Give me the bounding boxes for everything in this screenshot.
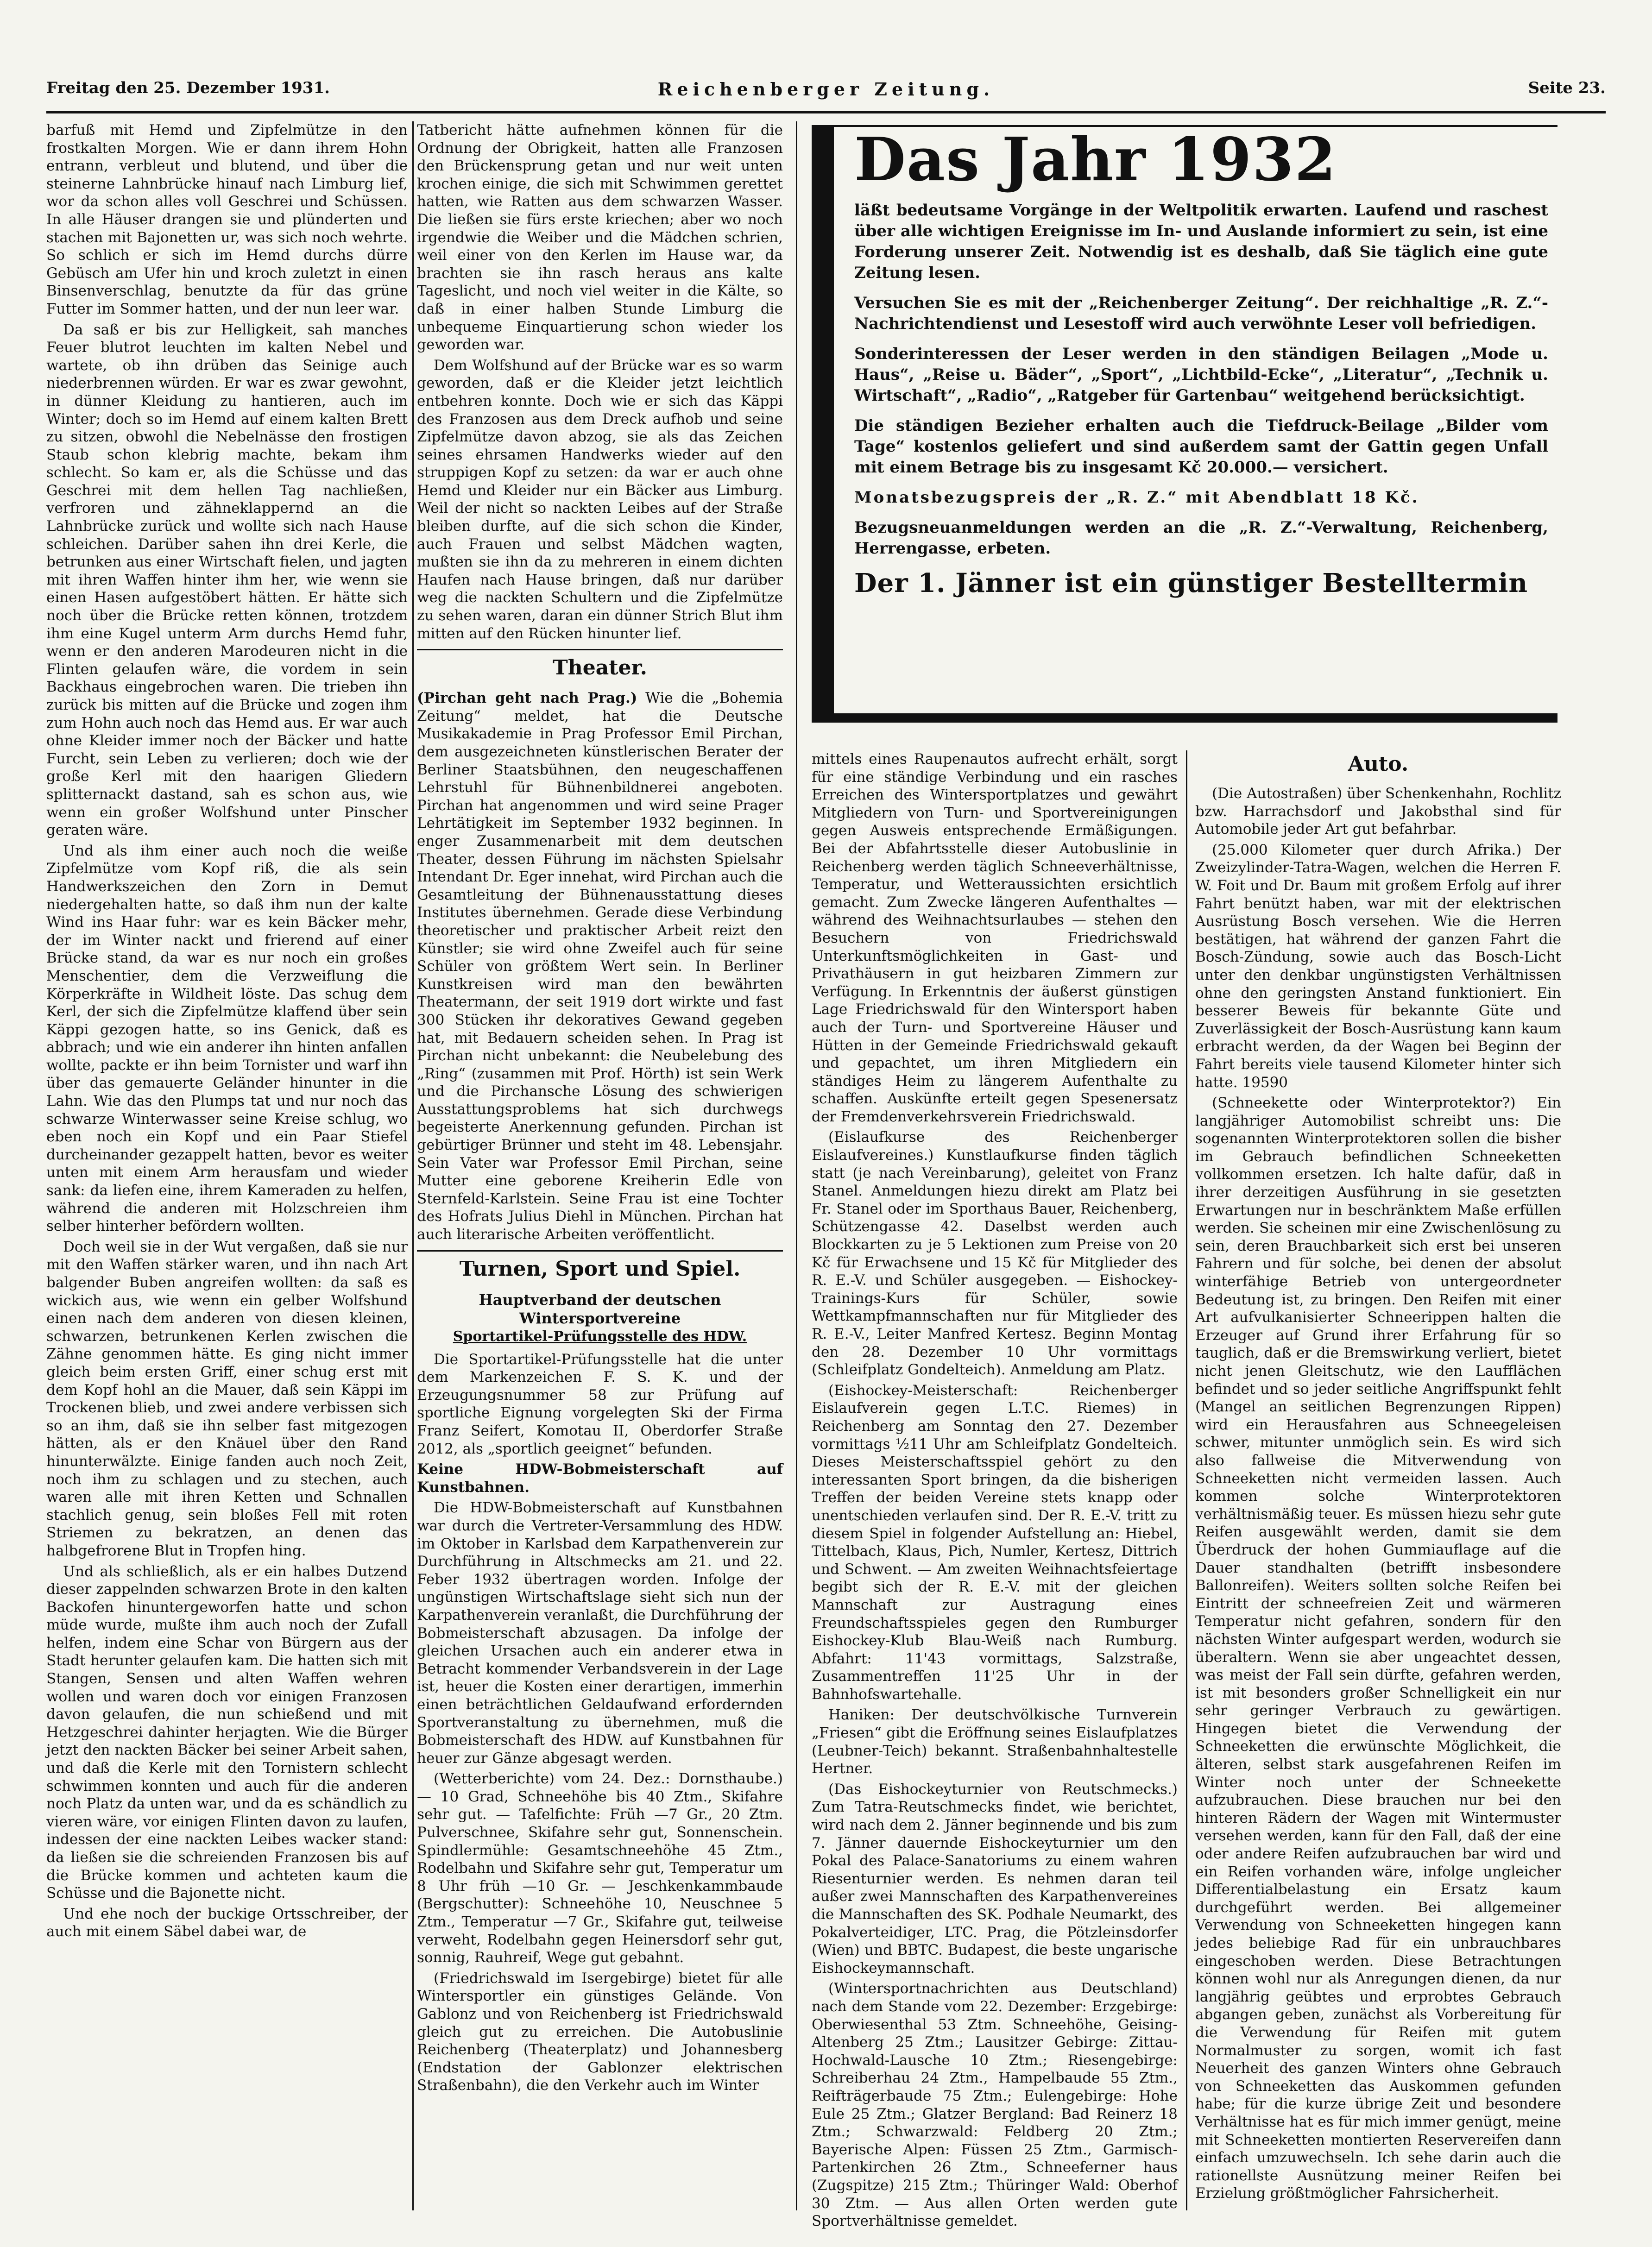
sport-subheading-3: Keine HDW-Bobmeisterschaft auf Kunstbahnen. [417, 1461, 783, 1496]
sport-paragraph: Die Sportartikel-Prüfungsstelle hat die unter dem Markenzeichen F. S. K. und der Erzeugungsnummer 58 zur Prüfung auf sportliche Eignung vorgelegten Ski der Firma Franz Seifert, Komotau II, Oberdorfer Straße 2012, als „sportlich geeignet“ befunden. [417, 1351, 783, 1457]
ad-closing-line: Der 1. Jänner ist ein günstiger Bestelltermin [854, 568, 1528, 598]
sport-paragraph: Haniken: Der deutschvölkische Turnverein „Friesen“ gibt die Eröffnung seines Eislaufplatzes (Leubner-Teich) bekannt. Straßenbahnhaltestelle Hertner. [812, 1706, 1178, 1777]
ad-paragraph: Die ständigen Bezieher erhalten auch die Tiefdruck-Beilage „Bilder vom Tage“ kostenlos geliefert und sind außerdem samt der Gattin gegen Unfall mit einem Betrage bis zu insgesamt Kč 20.000.— versichert. [854, 416, 1548, 477]
story-paragraph: Und ehe noch der buckige Ortsschreiber, der auch mit einem Säbel dabei war, de [46, 1905, 408, 1940]
auto-paragraph: (25.000 Kilometer quer durch Afrika.) Der Zweizylinder-Tatra-Wagen, welchen die Herren F. W. Foit und Dr. Baum mit großem Erfolg auf ihrer Fahrt benützt haben, war mit der elektrischen Ausrüstung Bosch versehen. Wie die Herren bestätigen, hat während der ganzen Fahrt die Bosch-Zündung, sowie auch das Bosch-Licht unter den denkbar ungünstigsten Verhältnissen ohne den geringsten Anstand funktioniert. Ein besserer Beweis für bekannte Güte und Zuverlässigkeit der Bosch-Ausrüstung kann kaum erbracht werden, da der Wagen bei Beginn der Fahrt bereits viele tausend Kilometer hinter sich hatte. 19590 [1195, 841, 1561, 1091]
sport-paragraph: (Das Eishockeyturnier von Reutschmecks.) Zum Tatra-Reutschmecks findet, wie berichtet, wird nach dem 2. Jänner beginnende und bis zum 7. Jänner dauernde Eishockeyturnier um den Pokal des Palace-Sanatoriums zu einem wahren Riesenturnier werden. Es nehmen daran teil außer zwei Mannschaften des Karpathenvereines die Mannschaften des SK. Podhale Neumarkt, des Pokalverteidiger, LTC. Prag, die Pötzleinsdorfer (Wien) und BBTC. Budapest, die beste ungarische Eishockeymannschaft. [812, 1781, 1178, 1976]
issue-date: Freitag den 25. Dezember 1931. [46, 79, 330, 97]
theater-lead: (Pirchan geht nach Prag.) [417, 690, 637, 707]
column-divider [412, 121, 414, 2210]
auto-paragraph: (Schneekette oder Winterprotektor?) Ein langjähriger Automobilist schreibt uns: Die sogenannten Winterprotektoren sollen die bisher im Gebrauch befindlichen Schneeketten vollkommen ersetzen. Ich halte dafür, daß in ihrer derzeitigen Ausführung in sie gesetzten Erwartungen nur in beschränktem Maße erfüllen werden. Sie scheinen mir eine Zwischenlösung zu sein, deren Brauchbarkeit sich erst bei unseren Fahrern und für solche, bei denen der absolut winterfähige Betrieb von untergeordneter Bedeutung ist, zu bringen. Den Reifen mit einer Art aufvulkanisierter Schneerippen halten die Erzeuger auf Grund ihrer Erfahrung für so tauglich, daß er die Bremswirkung verliert, bietet nicht jenen Gleitschutz, wie den Laufflächen befindet und so jeder seitliche Angriffspunkt fehlt (Mangel an seitlichen Begrenzungen Rippen) wird ein Herausfahren aus Schneegeleisen schwer, mitunter unmöglich sein. Es wird sich also fallweise die Mitverwendung von Schneeketten nicht vermeiden lassen. Auch kommen solche Winterprotektoren verhältnismäßig teuer. Es müssen hiezu sehr gute Reifen ausgewählt werden, damit sie dem Überdruck der hohen Gummiauflage auf die Dauer standhalten (betrifft insbesondere Ballonreifen). Weiters sollten solche Reifen bei Eintritt der schneefreien Zeit und wärmeren Temperatur nicht gefahren, sondern für den nächsten Winter aufgespart werden, wodurch sie überaltern. Wenn sie aber ungeachtet dessen, was meist der Fall sein dürfte, gefahren werden, ist mit besonders großer Schnelligkeit ein nur sehr geringer Verbrauch zu gewärtigen. Hingegen bietet die Verwendung der Schneeketten die erwünschte Möglichkeit, die älteren, selbst stark ausgefahrenen Reifen im Winter noch unter der Schneekette aufzubrauchen. Diese brauchen nur bei den hinteren Rädern der Wagen mit Wintermuster versehen werden, kann für den Fall, daß der eine oder andere Reifen aufzubrauchen bar wird und ein Reifen vorhanden wäre, infolge ungleicher Differentialbelastung ein Ersatz kaum durchgeführt werden. Bei allgemeiner Verwendung von Schneeketten hingegen kann jedes beliebige Rad für ein unbrauchbares eingeschoben werden. Diese Betrachtungen können wohl nur als Anregungen dienen, da nur langjährig geübtes und erprobtes Gebrauch abgangen geben, zunächst als Vorbereitung für die Verwendung für Reifen mit gutem Normalmuster zu sorgen, womit ich fast Neuerheit des ganzen Winters ohne Gebrauch von Schneeketten das Auskommen gefunden habe; für die kurze übrige Zeit und besondere Verhältnisse hat es für mich immer genügt, meine mit Schneeketten montierten Reservereifen dann einfach umzuwechseln. Ich sehe darin auch die rationellste Ausnützung meiner Reifen bei Erzielung größtmöglicher Fahrsicherheit. [1195, 1095, 1561, 2202]
sport-paragraph: (Eishockey-Meisterschaft: Reichenberger Eislaufverein gegen L.T.C. Riemes) in Reichenberg am Sonntag den 27. Dezember vormittags ½11 Uhr am Schleifplatz Gondelteich. Dieses Meisterschaftsspiel gehört zu den interessanten Sport bringen, da die bisherigen Treffen der beiden Vereine stets knapp oder unentschieden verlaufen sind. Der R. E.-V. tritt zu diesem Spiel in folgender Aufstellung an: Hiebel, Tittelbach, Klaus, Pich, Numler, Kertesz, Dittrich und Schwent. — Am zweiten Weihnachtsfeiertage begibt sich der R. E.-V. mit der gleichen Mannschaft zur Austragung eines Freundschaftsspieles gegen den Rumburger Eishockey-Klub Blau-Weiß nach Rumburg. Abfahrt: 11'43 vormittags, Salzstraße, Zusammentreffen 11'25 Uhr in der Bahnhofswartehalle. [812, 1382, 1178, 1703]
sport-subheading-2: Sportartikel-Prüfungsstelle des HDW. [453, 1328, 747, 1345]
section-divider [417, 649, 783, 650]
sport-paragraph: Die HDW-Bobmeisterschaft auf Kunstbahnen war durch die Vertreter-Versammlung des HDW. im Oktober in Karlsbad dem Karpathenverein zur Durchführung in Altschmecks am 21. und 22. Feber 1932 übertragen worden. Infolge der ungünstigen Wirtschaftslage sieht sich nun der Karpathenverein veranlaßt, die Durchführung der Bobmeisterschaft abzusagen. Da infolge der gleichen Ursachen auch ein anderer etwa in Betracht kommender Verbandsverein in der Lage ist, heuer die Kosten einer derartigen, immerhin einen beträchtlichen Geldaufwand erfordernden Sportveranstaltung zu übernehmen, muß die Bobmeisterschaft des HDW. auf Kunstbahnen für heuer zur Gänze abgesagt werden. [417, 1499, 783, 1767]
column-divider [796, 121, 797, 2210]
sport-paragraph: (Friedrichswald im Isergebirge) bietet für alle Wintersportler ein günstiges Gelände. Von Gablonz und von Reichenberg ist Friedrichswald gleich gut zu erreichen. Die Autobuslinie Reichenberg (Theaterplatz) und Johannesberg (Endstation der Gablonzer elektrischen Straßenbahn), die den Verkehr auch im Winter [417, 1970, 783, 2094]
sport-paragraph: (Wetterberichte) vom 24. Dez.: Dornsthaube.) — 10 Grad, Schneehöhe bis 40 Ztm., Skifahre sehr gut. — Tafelfichte: Früh —7 Gr., 20 Ztm. Pulverschnee, Skifahre sehr gut, Sonnenschein. Spindlermühle: Gesamtschneehöhe 45 Ztm., Rodelbahn und Skifahre sehr gut, Temperatur um 8 Uhr früh —10 Gr. — Jeschkenkammbaude (Bergschutter): Schneehöhe 10, Neuschnee 5 Ztm., Temperatur —7 Gr., Skifahre gut, teilweise verweht, Rodelbahn gegen Heinersdorf sehr gut, sonnig, Rauhreif, Wege gut gebahnt. [417, 1770, 783, 1966]
ad-paragraph: Bezugsneuanmeldungen werden an die „R. Z.“-Verwaltung, Reichenberg, Herrengasse, erbeten. [854, 518, 1548, 558]
newspaper-name: Reichenberger Zeitung. [657, 79, 995, 100]
story-paragraph: Und als ihm einer auch noch die weiße Zipfelmütze vom Kopf riß, die als sein Handwerkszeichen den Zorn in Demut niedergehalten hatte, so daß ihm nun der kalte Wind ins Haar fuhr: war es kein Bäcker mehr, der im Winter nackt und frierend auf einer Brücke stand, da war es nur noch ein großes Menschentier, dem die Verzweiflung die Körperkräfte in Wildheit löste. Das schug dem Kerl, der sich die Zipfelmütze klaffend über sein Käppi gezogen hatte, so ins Genick, daß es abbrach; und wie ein anderer ihn hinten anfallen wollte, packte er ihn beim Tornister und warf ihn über das gemauerte Geländer hinunter in die Lahn. Wie das den Plumps tat und nur noch das schwarze Winterwasser seine Kreise schlug, wo eben noch ein Kopf und ein Paar Stiefel durcheinander gezappelt hatten, bevor es weiter unten mit einem Arm herausfam und wieder sank: da liefen eine, ihrem Kameraden zu helfen, während die anderen mit Holzschreien ihm selber hinterher befördern wollten. [46, 842, 408, 1235]
column-4 [1195, 750, 1561, 2210]
ad-paragraph: Sonderinteressen der Leser werden in den ständigen Beilagen „Mode u. Haus“, „Reise u. Bäder“, „Sport“, „Lichtbild-Ecke“, „Literatur“, „Technik u. Wirtschaft“, „Radio“, „Ratgeber für Gartenbau“ weitgehend berücksichtigt. [854, 345, 1548, 405]
page-header [46, 79, 1606, 107]
story-paragraph: Dem Wolfshund auf der Brücke war es so warm geworden, daß er die Kleider jetzt leichtlich entbehren konnte. Doch wie er sich das Käppi des Franzosen aus dem Dreck aufhob und seine Zipfelmütze davon abzog, sie als das Zeichen seines ehrsamen Handwerks wieder auf den struppigen Kopf zu setzen: da war er auch ohne Hemd und Kleider nur ein Bäcker aus Limburg. Weil der nicht so nackten Leibes auf der Straße bleiben durfte, auf die sich schon die Kinder, auch Frauen und selbst Mädchen wagten, mußten sie ihn da zu mehreren in einem dichten Haufen nach Hause bringen, daß nur darüber weg die nackten Schultern und die Zipfelmütze zu sehen waren, daran ein dünner Strich Blut ihm mitten auf den Rücken hinunter lief. [417, 357, 783, 642]
section-divider [417, 1250, 783, 1252]
sport-subheading: Hauptverband der deutschen Wintersportvereine [479, 1290, 721, 1327]
auto-heading: Auto. [1348, 752, 1409, 776]
story-paragraph: Und als schließlich, als er ein halbes Dutzend dieser zappelnden schwarzen Brote in den kalten Backofen hinuntergeworfen hatte und schon müde wurde, mußte ihm auch noch der Zufall helfen, indem eine Schar von Bürgern aus der Stadt herunter gelaufen kam. Die hatten sich mit Stangen, Sensen und alten Waffen wehren wollen und waren doch vor einigen Franzosen davon gelaufen, die nun schießend und mit Hetzgeschrei dahinter herjagten. Wie die Bürger jetzt den nackten Bäcker bei seiner Arbeit sahen, und daß die Kerle mit den Tornistern schlecht schwimmen konnten und auch für die anderen noch Platz da unten war, und da es schändlich zu vieren wäre, vor einigen Flinten davon zu laufen, indessen der eine nackten Leibes wacker stand: da ließen sie die schreienden Franzosen bis auf die Brücke kommen und achteten kaum die Schüsse und die Bajonette nicht. [46, 1563, 408, 1902]
story-paragraph: Da saß er bis zur Helligkeit, sah manches Feuer blutrot leuchten im kalten Nebel und wartete, ob ihn drüben das Seinige auch niederbrennen würden. Er war es zwar gewohnt, in dünner Kleidung zu hantieren, auch im Winter; doch so im Hemd auf einem kalten Brett zu sitzen, obwohl die Nebelnässe den frostigen Staub schon klebrig machte, bekam ihm schlecht. So kam er, als die Schüsse und das Geschrei mit dem hellen Tag nachließen, verfroren und zähneklappernd an die Lahnbrücke zurück und wollte sich nach Hause schleichen. Darüber sahen ihn drei Kerle, die betrunken aus einer Wirtschaft fielen, und jagten mit ihren Waffen hinter ihm her, wie wenn sie einen Hasen aufgestöbert hätten. Er hätte sich noch über die Brücke retten können, trotzdem ihm eine Kugel unterm Arm durchs Hemd fuhr, wenn er den anderen Marodeuren nicht in die Flinten gelaufen wäre, die vordem in sein Backhaus eingebrochen waren. Die trieben ihn zurück bis mitten auf die Brücke und zogen ihm zum Hohn auch noch das Hemd aus. Er war auch ohne Kleider immer noch der Bäcker und hatte Furcht, sein Leben zu verlieren; doch wie der große Kerl mit den haarigen Gliedern splitternackt dastand, sah es schon aus, wie wenn ein großer Wolfshund unter Pinscher geraten wäre. [46, 321, 408, 839]
story-paragraph: barfuß mit Hemd und Zipfelmütze in den frostkalten Morgen. Wie er dann ihrem Hohn entrann, verbleut und blutend, und über die steinerne Lahnbrücke hinauf nach Limburg lief, wor da schon alles voll Geschrei und Schüssen. In alle Häuser drangen sie und plünderten und stachen mit Bajonetten ur, was sich noch wehrte. So schlich er sich im Hemd durchs dürre Gebüsch am Ufer hin und kroch zuletzt in einen Binsenverschlag, benutzte da für das grüne Futter im Sommer hatten, und der nun leer war. [46, 122, 408, 317]
column-2 [417, 121, 783, 2210]
sport-heading: Turnen, Sport und Spiel. [459, 1257, 741, 1281]
theater-text: Wie die „Bohemia Zeitung“ meldet, hat die Deutsche Musikakademie in Prag Professor Emil Pirchan, dem ausgezeichneten künstlerischen Berater der Berliner Staatsbühnen, den neugeschaffenen Lehrstuhl für Bühnenbildnerei angeboten. Pirchan hat angenommen und wird seine Prager Lehrtätigkeit im September 1932 beginnen. In enger Zusammenarbeit mit dem deutschen Theater, dessen Führung im nächsten Spielsahr Intendant Dr. Eger innehat, wird Pirchan auch die Gesamtleitung der Bühnenausstattung dieses Institutes übernehmen. Gerade diese Verbindung theoretischer und praktischer Arbeit reizt den Künstler; sie wird ohne Zweifel auch für seine Schüler von größtem Wert sein. In Berliner Kunstkreisen wird man den bewährten Theatermann, der seit 1919 dort wirkte und fast 300 Stücken ihr dekoratives Gewand gegeben hat, mit Bedauern scheiden sehen. In Prag ist Pirchan nicht unbekannt: die Neubelebung des „Ring“ (zusammen mit Prof. Hörth) ist sein Werk und die Pirchansche Lösung des schwierigen Ausstattungsproblems hat sich durchwegs begeisterte Anerkennung gefunden. Pirchan ist gebürtiger Brünner und steht im 48. Lebensjahr. Sein Vater war Professor Emil Pirchan, seine Mutter eine geborene Kreiherin Edle von Sternfeld-Karlstein. Seine Frau ist eine Tochter des Hofrats Julius Diehl in München. Pirchan hat auch literarische Arbeiten veröffentlicht. [417, 690, 783, 1243]
ad-border-left [812, 125, 834, 723]
story-paragraph: Doch weil sie in der Wut vergaßen, daß sie nur mit den Waffen stärker waren, und ihn nach Art balgender Buben angreifen wollten: da saß es wickich aus, wie wenn ein gelber Wolfshund einen nach dem anderen von diesen kleinen, schwarzen, betrunkenen Kerlen zwischen die Zähne genommen hätte. Es ging nicht immer gleich beim ersten Griff, einer schug erst mit dem Kopf hohl an die Mauer, daß sein Käppi im Trockenen blieb, und zwei andere verbissen sich so an ihm, daß sie ihn selber fast mitgezogen hätten, als er den Knäuel über den Rand hinunterwälzte. Einige fanden auch noch Zeit, noch ihm zu schlagen und zu stechen, auch waren alle mit ihren Ketten und Schnallen stachlich genug, sein bloßes Fell mit roten Striemen zu bekratzen, an denen das halbgefrorene Blut in Tropfen hing. [46, 1238, 408, 1559]
subscription-advertisement [812, 125, 1557, 723]
ad-paragraph: läßt bedeutsame Vorgänge in der Weltpolitik erwarten. Laufend und raschest über alle wichtigen Ereignisse im In- und Auslande informiert zu sein, ist eine Forderung unserer Zeit. Notwendig ist es deshalb, daß Sie täglich eine gute Zeitung lesen. [854, 201, 1548, 282]
column-3 [812, 750, 1178, 2230]
sport-paragraph: (Wintersportnachrichten aus Deutschland) nach dem Stande vom 22. Dezember: Erzgebirge: Oberwiesenthal 53 Ztm. Schneehöhe, Geising-Altenberg 25 Ztm.; Lausitzer Gebirge: Zittau-Hochwald-Lausche 10 Ztm.; Riesengebirge: Schreiberhau 24 Ztm., Hampelbaude 55 Ztm., Reifträgerbaude 75 Ztm.; Eulengebirge: Hohe Eule 25 Ztm.; Glatzer Bergland: Bad Reinerz 18 Ztm.; Schwarzwald: Feldberg 20 Ztm.; Bayerische Alpen: Füssen 25 Ztm., Garmisch-Partenkirchen 26 Ztm., Schneeferner haus (Zugspitze) 215 Ztm.; Thüringer Wald: Oberhof 30 Ztm. — Aus allen Orten werden gute Sportverhältnisse gemeldet. [812, 1980, 1178, 2230]
ad-headline: Das Jahr 1932 [854, 125, 1337, 195]
ad-content [854, 125, 1548, 709]
story-paragraph: Tatbericht hätte aufnehmen können für die Ordnung der Obrigkeit, hatten alle Franzosen den Brückensprung getan und nur weit unten krochen einige, die sich mit Schwimmen gerettet hatten, wie Ratten aus dem schwarzen Wasser. Die ließen sie fürs erste kriechen; aber wo noch irgendwie die Weiber und die Mädchen schrien, weil einer von den Kerlen im Hause war, da brachten sie ihn rasch heraus ans kalte Tageslicht, und noch viel weiter in die Kälte, so daß in einer halben Stunde Limburg die unbequeme Einquartierung schon wieder los geworden war. [417, 122, 783, 353]
theater-article [417, 689, 783, 1243]
sport-paragraph: mittels eines Raupenautos aufrecht erhält, sorgt für eine ständige Verbindung und ein rasches Erreichen des Wintersportplatzes und gewährt Mitgliedern von Turn- und Sportvereinigungen gegen Ausweis entsprechende Ermäßigungen. Bei der Abfahrtsstelle dieser Autobuslinie in Reichenberg werden täglich Schneeverhältnisse, Temperatur, und Wetteraussichten ersichtlich gemacht. Zum Zwecke längeren Aufenthaltes — während des Weihnachtsurlaubes — stehen den Besuchern von Friedrichswald Unterkunftsmöglichkeiten in Gast- und Privathäusern in gut heizbaren Zimmern zur Verfügung. In Erkenntnis der äußerst günstigen Lage Friedrichswald für den Wintersport haben auch der Turn- und Sportvereine Häuser und Hütten in der Gemeinde Friedrichswald gekauft und gepachtet, um ihren Mitgliedern ein ständiges Heim zu längerem Aufenthalte zu schaffen. Auskünfte erteilt gegen Spesenersatz der Fremdenverkehrsverein Friedrichswald. [812, 751, 1178, 1125]
column-divider [1186, 750, 1187, 2210]
ad-price: Monatsbezugspreis der „R. Z.“ mit Abendblatt 18 Kč. [854, 488, 1419, 507]
theater-heading: Theater. [552, 656, 647, 680]
sport-paragraph: (Eislaufkurse des Reichenberger Eislaufvereines.) Kunstlaufkurse finden täglich statt (je nach Vereinbarung), geleitet von Franz Stanel. Anmeldungen hiezu direkt am Platz bei Fr. Stanel oder im Sporthaus Bauer, Reichenberg, Schützengasse 42. Daselbst werden auch Blockkarten zu je 5 Lektionen zum Preise von 20 Kč für Erwachsene und 15 Kč für Mitglieder des R. E.-V. und Schüler ausgegeben. — Eishockey-Trainings-Kurs für Schüler, sowie Wettkampfmannschaften nur für Mitglieder des R. E.-V., Leiter Manfred Kertesz. Beginn Montag den 28. Dezember 10 Uhr vormittags (Schleifplatz Gondelteich). Anmeldung am Platz. [812, 1129, 1178, 1378]
ad-paragraph: Versuchen Sie es mit der „Reichenberger Zeitung“. Der reichhaltige „R. Z.“-Nachrichtendienst und Lesestoff wird auch verwöhnte Leser voll befriedigen. [854, 294, 1548, 333]
column-1 [46, 121, 408, 2210]
auto-paragraph: (Die Autostraßen) über Schenkenhahn, Rochlitz bzw. Harrachsdorf und Jakobsthal sind für Automobile jeder Art gut befahrbar. [1195, 785, 1562, 838]
page-number: Seite 23. [1528, 79, 1606, 97]
ad-border-bottom [812, 713, 1557, 723]
header-rule [46, 111, 1606, 113]
